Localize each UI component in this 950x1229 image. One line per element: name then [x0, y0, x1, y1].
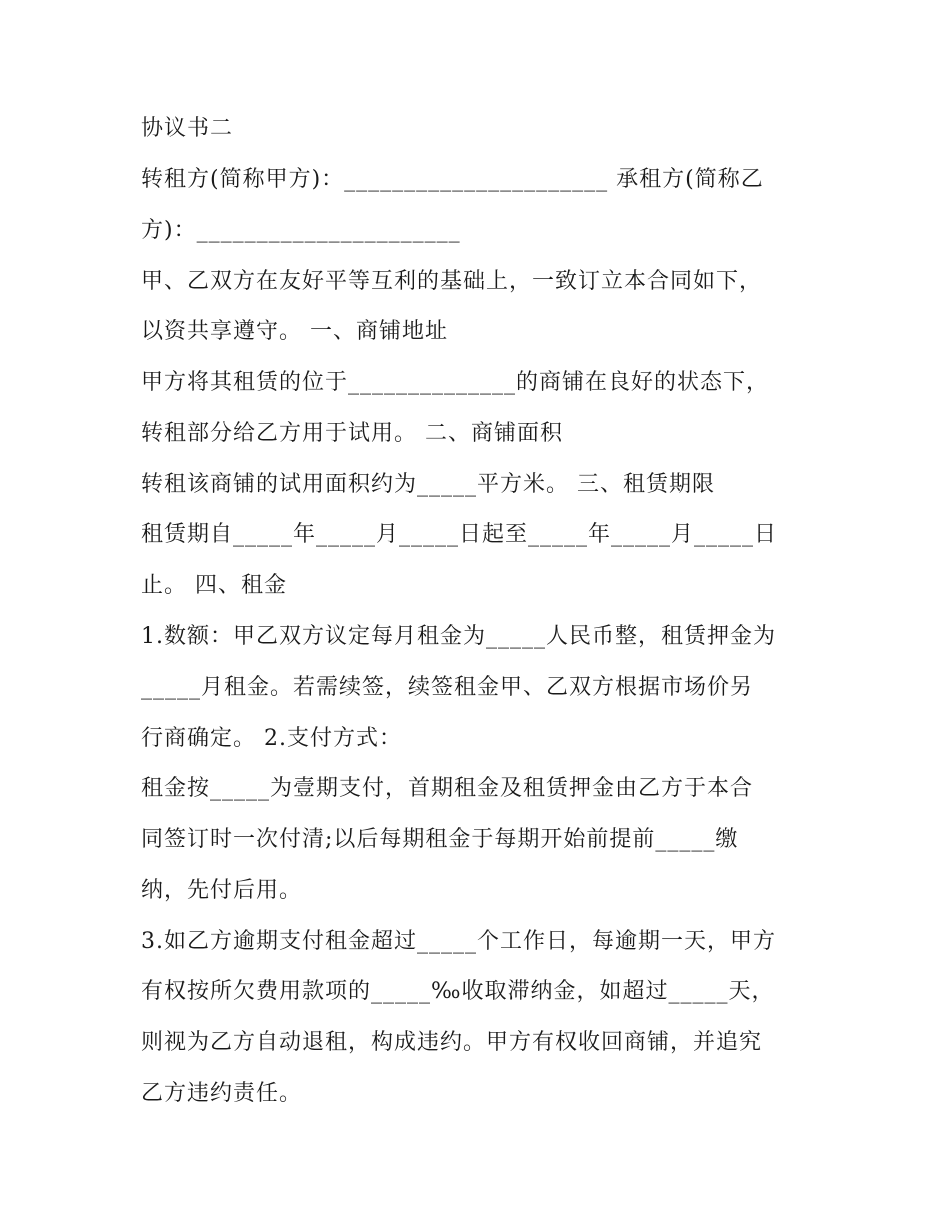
text-line: 有权按所欠费用款项的_____‰收取滞纳金，如超过_____天， [141, 979, 775, 1004]
text-line: 则视为乙方自动退租，构成违约。甲方有权收回商铺，并追究 [141, 1030, 763, 1055]
text-line: 租赁期自_____年_____月_____日起至_____年_____月_____日 [141, 522, 778, 547]
doc-title: 协议书二 [141, 116, 234, 141]
text-line: 甲方将其租赁的位于______________的商铺在良好的状态下， [141, 370, 770, 395]
text-line: 3.如乙方逾期支付租金超过_____个工作日，每逾期一天，甲方 [141, 929, 776, 954]
text-line: 租金按_____为壹期支付，首期租金及租赁押金由乙方于本合 [141, 776, 754, 801]
text-line: 方)：______________________ [141, 218, 461, 243]
text-line: 转租该商铺的试用面积约为_____平方米。 三、租赁期限 [141, 472, 715, 497]
text-line: 转租方(简称甲方)：______________________ 承租方(简称乙 [141, 167, 764, 192]
text-line: 1.数额：甲乙双方议定每月租金为_____人民币整，租赁押金为 [141, 624, 776, 649]
text-line: 纳，先付后用。 [141, 878, 303, 903]
text-line: 同签订时一次付清;以后每期租金于每期开始前提前_____缴 [141, 827, 739, 852]
text-line: 行商确定。 2.支付方式： [141, 726, 402, 751]
text-line: _____月租金。若需续签，续签租金甲、乙双方根据市场价另 [141, 675, 754, 700]
text-line: 以资共享遵守。 一、商铺地址 [141, 319, 448, 344]
text-line: 乙方违约责任。 [141, 1081, 303, 1106]
text-line: 转租部分给乙方用于试用。 二、商铺面积 [141, 421, 563, 446]
text-line: 甲、乙双方在友好平等互利的基础上，一致订立本合同如下， [141, 269, 763, 294]
text-line: 止。 四、租金 [141, 573, 287, 598]
